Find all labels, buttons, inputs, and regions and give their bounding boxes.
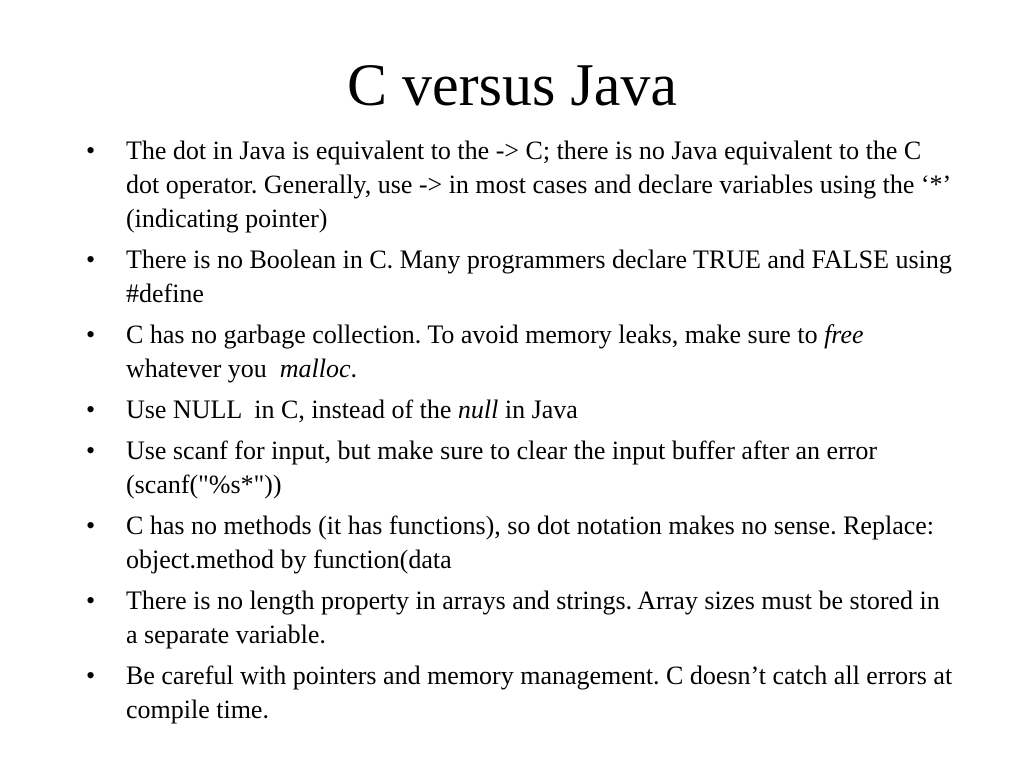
bullet-item	[84, 318, 954, 386]
bullet-text	[126, 661, 959, 724]
bullet-text	[126, 395, 578, 424]
slide-title: C versus Java	[347, 52, 677, 118]
bullet-icon: •	[86, 586, 96, 615]
bullet-icon: •	[86, 661, 96, 690]
bullet-icon: •	[86, 320, 96, 349]
bullet-text-segment: .	[350, 354, 358, 383]
bullet-icon: •	[86, 395, 96, 424]
bullet-text-italic: malloc	[279, 354, 351, 383]
bullet-item	[84, 134, 954, 236]
bullet-text-italic: free	[824, 320, 864, 349]
bullet-text	[126, 245, 958, 308]
bullet-item	[84, 434, 954, 502]
bullet-icon: •	[86, 245, 96, 274]
bullet-icon: •	[86, 136, 96, 165]
bullet-text-segment: C has no methods (it has functions), so dot notation makes no sense. Replace: object.method by function(data	[126, 511, 941, 574]
bullet-item	[84, 659, 959, 727]
bullet-list	[84, 134, 959, 734]
bullet-item	[84, 393, 954, 427]
bullet-text-segment: The dot in Java is equivalent to the -> C; there is no Java equivalent to the C dot operator. Generally, use -> in most cases and declare variables using the ‘*’ (indicating pointer)	[126, 136, 956, 233]
bullet-icon: •	[86, 511, 96, 540]
bullet-text	[126, 511, 941, 574]
bullet-text-segment: in Java	[498, 395, 578, 424]
bullet-text-segment: whatever you	[126, 320, 871, 383]
bullet-text	[126, 136, 956, 233]
bullet-text	[126, 320, 870, 383]
bullet-text	[126, 436, 884, 499]
bullet-text-italic: null	[457, 395, 499, 424]
bullet-text-segment: Be careful with pointers and memory management. C doesn’t catch all errors at compile time.	[126, 661, 959, 724]
bullet-text	[126, 586, 946, 649]
bullet-item	[84, 243, 959, 311]
bullet-item	[84, 584, 954, 652]
bullet-text-segment: There is no Boolean in C. Many programmers declare TRUE and FALSE using #define	[126, 245, 959, 308]
bullet-item	[84, 509, 954, 577]
bullet-text-segment: Use NULL in C, instead of the	[126, 395, 458, 424]
bullet-text-segment: C has no garbage collection. To avoid memory leaks, make sure to	[126, 320, 825, 349]
bullet-icon: •	[86, 436, 96, 465]
bullet-text-segment: Use scanf for input, but make sure to clear the input buffer after an error (scanf("%s*"))	[126, 436, 884, 499]
bullet-text-segment: There is no length property in arrays and strings. Array sizes must be stored in a separate variable.	[126, 586, 947, 649]
